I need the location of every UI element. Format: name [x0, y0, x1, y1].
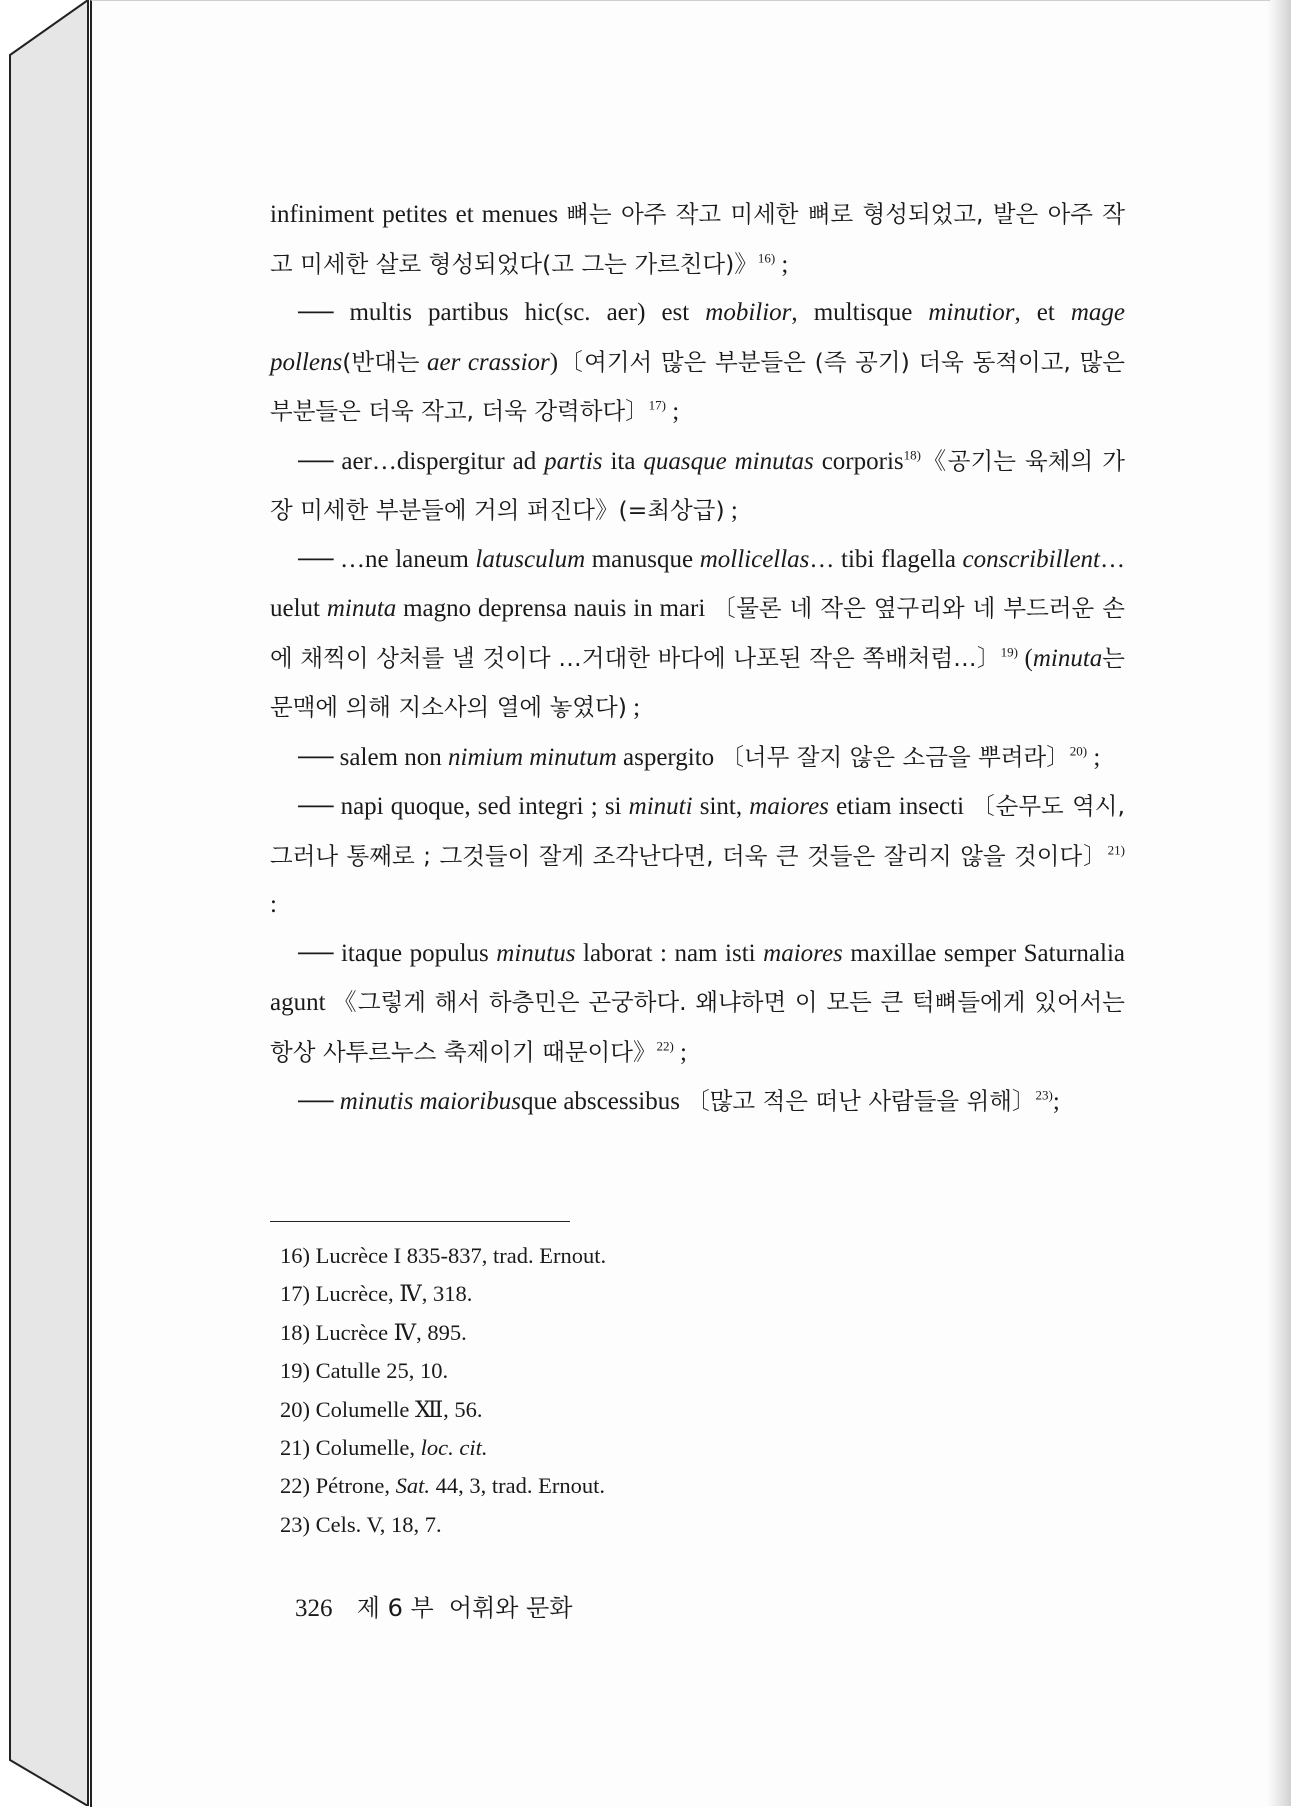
paragraph: ── multis partibus hic(sc. aer) est mobilior, multisque minutior, et mage pollens(반대는 aer crassior)〔여기서 많은 부분들은 (즉 공기) 더욱 동적이고, 많은 부분들은 더욱 작고, 더욱 강력하다〕$^{17)}$ ; [270, 299, 1125, 425]
footnotes [280, 1237, 980, 1544]
paragraph: ── …ne laneum latusculum manusque mollicellas… tibi flagella conscribillent…uelut minuta magno deprensa nauis in mari 〔물론 네 작은 옆구리와 네 부드러운 손에 채찍이 상처를 낼 것이다 …거대한 바다에 나포된 작은 쪽배처럼…〕$^{19)}$ (minuta는 문맥에 의해 지소사의 열에 놓였다) ; [270, 545, 1125, 721]
paragraph: ── napi quoque, sed integri ; si minuti sint, maiores etiam insecti 〔순무도 역시, 그러나 통째로 ; 그것들이 잘게 조각난다면, 더욱 큰 것들은 잘리지 않을 것이다〕$^{21)}$ : [270, 792, 1125, 918]
footnote: 19) Catulle 25, 10. [280, 1358, 449, 1384]
body-text [270, 190, 1125, 1127]
footnote: 22) Pétrone, Sat. 44, 3, trad. Ernout. [280, 1473, 605, 1499]
footnote: 16) Lucrèce I 835-837, trad. Ernout. [280, 1243, 607, 1268]
footnote: 18) Lucrèce Ⅳ, 895. [280, 1319, 467, 1345]
paragraph: infiniment petites et menues 뼈는 아주 작고 미세한 뼈로 형성되었고, 발은 아주 작고 미세한 살로 형성되었다(고 그는 가르친다)》$^{16)}$ ; [270, 200, 1125, 278]
paragraph: ── salem non nimium minutum aspergito 〔너무 잘지 않은 소금을 뿌려라〕$^{20)}$ ; [298, 742, 1101, 771]
footnote: 20) Columelle Ⅻ, 56. [280, 1396, 483, 1422]
paragraph: ── aer…dispergitur ad partis ita quasque minutas corporis$^{18)}$《공기는 육체의 가장 미세한 부분들에 거의 퍼진다》(=최상급) ; [270, 446, 1125, 524]
section-title: 제 6 부 어휘와 문화 [356, 1594, 573, 1622]
footnote: 21) Columelle, loc. cit. [280, 1435, 488, 1461]
page-shadow [1267, 0, 1291, 1806]
paragraph: ── minutis maioribusque abscessibus 〔많고 적은 떠난 사람들을 위해〕$^{23)}$; [298, 1087, 1060, 1115]
page-number: 326 [295, 1595, 333, 1622]
footnote: 17) Lucrèce, Ⅳ, 318. [280, 1281, 473, 1307]
footnote: 23) Cels. V, 18, 7. [280, 1511, 442, 1537]
page-footer [295, 1588, 572, 1623]
paragraph: ── itaque populus minutus laborat : nam isti maiores maxillae semper Saturnalia agunt 《그렇게 해서 하층민은 곤궁하다. 왜냐하면 이 모든 큰 턱뼈들에게 있어서는 항상 사투르누스 축제이기 때문이다》$^{22)}$ ; [270, 939, 1126, 1066]
footnote-divider [270, 1221, 570, 1222]
